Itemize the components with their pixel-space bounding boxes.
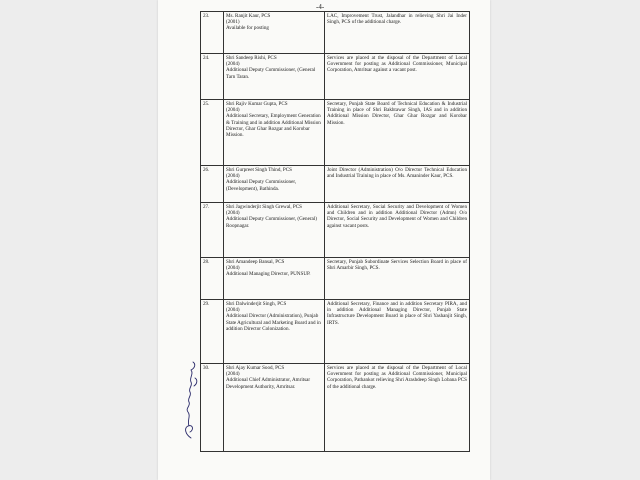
serial-number: 24. — [201, 54, 224, 100]
officer-details — [224, 166, 325, 203]
new-posting: Joint Director (Administration) O/o Director Technical Education and Industrial Training in place of Ms. Amaninder Kaur, PCS. — [325, 166, 470, 203]
new-posting: LAC, Improvement Trust, Jalandhar in relieving Shri Jai Inder Singh, PCS of the additional charge. — [325, 12, 470, 54]
table-row — [201, 100, 470, 166]
serial-number: 26. — [201, 166, 224, 203]
officer-name: Shri Jagwinderjit Singh Grewal, PCS — [226, 204, 302, 210]
officer-name: Ms. Ranjit Kaur, PCS — [226, 13, 271, 19]
page-number: -4- — [316, 3, 325, 11]
officer-current-post: Additional Deputy Commissioner, (General Tarn Taran. — [226, 67, 316, 80]
officer-name: Shri Amandeep Bansal, PCS — [226, 259, 285, 265]
officer-current-post: Additional Deputy Commissioner, (General) Roopnagar. — [226, 216, 317, 229]
officer-current-post: Additional Deputy Commissioner, (Development), Bathinda. — [226, 179, 297, 192]
handwritten-signature — [179, 356, 201, 440]
officer-name: Shri Gurpreet Singh Thind, PCS — [226, 167, 292, 173]
officer-current-post: Additional Chief Administrator, Amritsar Development Authority, Amritsar. — [226, 377, 311, 390]
officer-batch: (2004) — [226, 173, 240, 180]
serial-number: 25. — [201, 100, 224, 166]
officer-current-post: Additional Director (Administration), Punjab State Agricultural and Marketing Board and in addition Director Colonization. — [226, 313, 321, 332]
serial-number: 29. — [201, 300, 224, 364]
officer-details — [224, 258, 325, 300]
officer-details — [224, 364, 325, 452]
serial-number: 23. — [201, 12, 224, 54]
table-row — [201, 166, 470, 203]
serial-number: 27. — [201, 203, 224, 258]
officer-batch: (2004) — [226, 307, 240, 314]
table-row — [201, 54, 470, 100]
officer-batch: (2004) — [226, 210, 240, 217]
officer-name: Shri Sandeep Rishi, PCS — [226, 55, 277, 61]
serial-number: 30. — [201, 364, 224, 452]
officer-name: Shri Ajay Kumar Sood, PCS — [226, 365, 285, 371]
new-posting: Services are placed at the disposal of the Department of Local Government for posting as Additional Commissioner, Municipal Corporation, Amritsar against a vacant post. — [325, 54, 470, 100]
officer-current-post: Additional Secretary, Employment Generation & Training and in addition Additional Mission Director, Ghar Ghar Rozgar and Korobar Mission. — [226, 113, 321, 139]
serial-number: 28. — [201, 258, 224, 300]
table-row — [201, 203, 470, 258]
table-row — [201, 364, 470, 452]
officer-details — [224, 300, 325, 364]
officer-details — [224, 203, 325, 258]
new-posting: Services are placed at the disposal of the Department of Local Government for posting as Additional Commissioner, Municipal Corporation, Pathankot relieving Shri Arashdeep Singh Lobana PCS of the additional charge. — [325, 364, 470, 452]
new-posting: Additional Secretary, Social Security and Development of Women and Children and in addition Additional Director (Admn) O/o Director, Social Security and Development of Women and Children against vacant posts. — [325, 203, 470, 258]
officer-current-post: Additional Managing Director, PUNSUP. — [226, 271, 311, 278]
officer-current-post: Available for posting — [226, 25, 269, 32]
officer-details — [224, 100, 325, 166]
officer-name: Shri Rajiv Kumar Gupta, PCS — [226, 101, 288, 107]
officer-details — [224, 12, 325, 54]
new-posting: Secretary, Punjab Subordinate Services Selection Board in place of Shri Amarbir Singh, PCS. — [325, 258, 470, 300]
table-row — [201, 300, 470, 364]
new-posting: Additional Secretary, Finance and in addition Secretary PIRA, and in addition Additional Managing Director, Punjab State Infrastructure Development Board in place of Shri Yashanjit Singh, IRTS. — [325, 300, 470, 364]
officer-batch: (2004) — [226, 107, 240, 114]
officer-batch: (2004) — [226, 265, 240, 272]
officer-batch: (2004) — [226, 61, 240, 68]
posting-orders-table — [200, 11, 470, 452]
officer-batch: (2001) — [226, 19, 240, 26]
officer-batch: (2004) — [226, 371, 240, 378]
officer-name: Shri Dalwinderjit Singh, PCS — [226, 301, 287, 307]
table-row — [201, 258, 470, 300]
officer-details — [224, 54, 325, 100]
new-posting: Secretary, Punjab State Board of Technical Education & Industrial Training in place of Shri Bakhtawar Singh, IAS and in addition Additional Mission Director, Ghar Ghar Rozgar and Korobar Mission. — [325, 100, 470, 166]
table-row — [201, 12, 470, 54]
